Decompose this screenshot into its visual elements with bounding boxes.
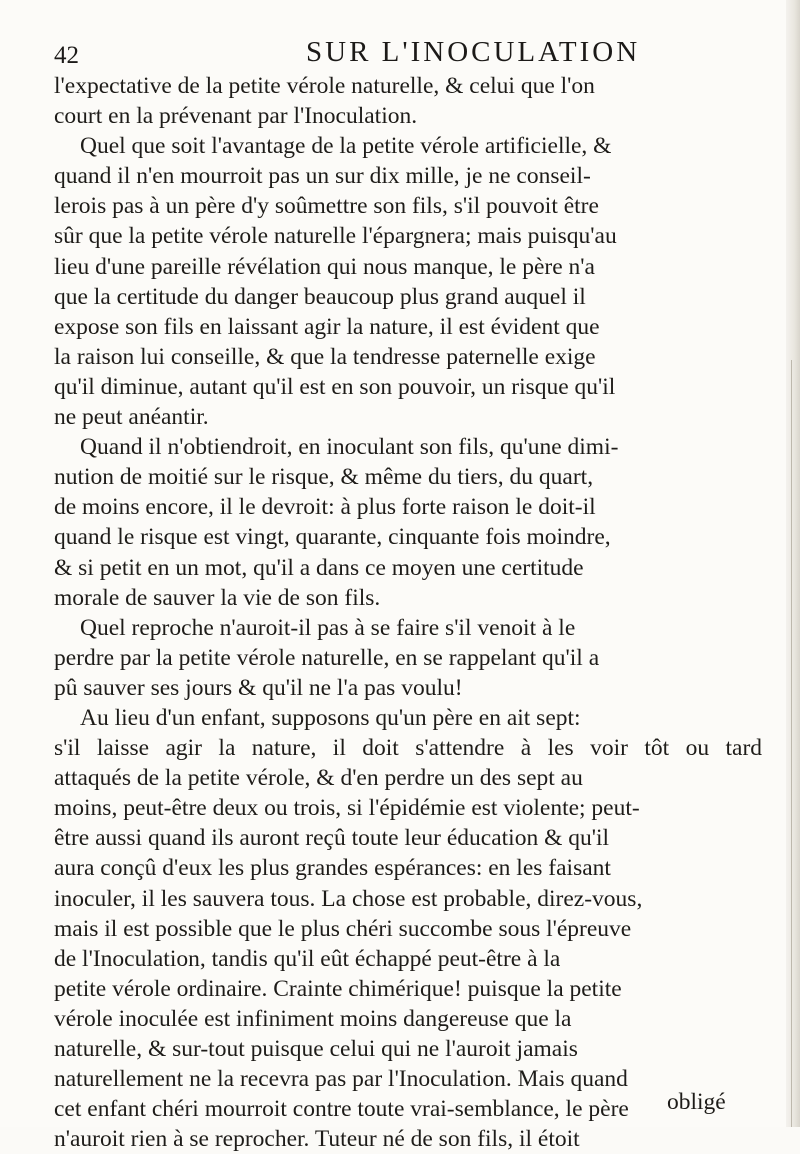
paragraph-start-line: Quand il n'obtiendroit, en inoculant son fils, qu'une dimi-	[80, 434, 619, 461]
text-line: la raison lui conseille, & que la tendresse paternelle exige	[54, 343, 596, 370]
text-line: de moins encore, il le devroit: à plus forte raison le doit-il	[54, 494, 596, 521]
text-line: être aussi quand ils auront reçû toute leur éducation & qu'il	[54, 825, 610, 852]
body-text	[54, 71, 762, 1154]
text-line: perdre par la petite vérole naturelle, en se rappelant qu'il a	[54, 644, 600, 671]
text-line: cet enfant chéri mourroit contre toute vrai-semblance, le père	[54, 1096, 629, 1123]
text-line: mais il est possible que le plus chéri succombe sous l'épreuve	[54, 915, 632, 942]
text-line: lerois pas à un père d'y soûmettre son fils, s'il pouvoit être	[54, 193, 599, 220]
page-number: 42	[54, 42, 79, 69]
text-line: de l'Inoculation, tandis qu'il eût échappé peut-être à la	[54, 945, 561, 972]
text-line: inoculer, il les sauvera tous. La chose est probable, direz-vous,	[54, 885, 643, 912]
text-line: n'auroit rien à se reprocher. Tuteur né de son fils, il étoit	[54, 1126, 580, 1153]
text-line: morale de sauver la vie de son fils.	[54, 584, 381, 611]
text-line: sûr que la petite vérole naturelle l'épargnera; mais puisqu'au	[54, 223, 617, 250]
text-line: naturellement ne la recevra pas par l'Inoculation. Mais quand	[54, 1066, 628, 1093]
paragraph-start-line: Au lieu d'un enfant, supposons qu'un père en ait sept:	[80, 704, 581, 731]
text-line: moins, peut-être deux ou trois, si l'épidémie est violente; peut-	[54, 795, 640, 822]
page-header	[54, 30, 754, 70]
text-line: petite vérole ordinaire. Crainte chimérique! puisque la petite	[54, 975, 622, 1002]
text-line: vérole inoculée est infiniment moins dangereuse que la	[54, 1005, 572, 1032]
page-binding-edge	[786, 0, 800, 1127]
text-line: s'il laisse agir la nature, il doit s'attendre à les voir tôt ou tard	[54, 735, 763, 762]
text-line: expose son fils en laissant agir la nature, il est évident que	[54, 313, 600, 340]
text-line: nution de moitié sur le risque, & même du tiers, du quart,	[54, 464, 594, 491]
text-line: quand le risque est vingt, quarante, cinquante fois moindre,	[54, 524, 611, 551]
text-line: & si petit en un mot, qu'il a dans ce moyen une certitude	[54, 554, 584, 581]
catchword: obligé	[667, 1089, 726, 1115]
text-line: l'expectative de la petite vérole naturelle, & celui que l'on	[54, 73, 595, 99]
text-line: pû sauver ses jours & qu'il ne l'a pas voulu!	[54, 674, 463, 701]
paragraph-start-line: Quel reproche n'auroit-il pas à se faire s'il venoit à le	[80, 614, 576, 641]
text-line: ne peut anéantir.	[54, 404, 209, 431]
text-line: lieu d'une pareille révélation qui nous manque, le père n'a	[54, 253, 595, 280]
text-line: qu'il diminue, autant qu'il est en son pouvoir, un risque qu'il	[54, 373, 616, 400]
text-line: quand il n'en mourroit pas un sur dix mille, je ne conseil-	[54, 163, 591, 190]
text-line: court en la prévenant par l'Inoculation.	[54, 103, 418, 130]
text-line: naturelle, & sur-tout puisque celui qui ne l'auroit jamais	[54, 1036, 578, 1062]
text-line: que la certitude du danger beaucoup plus grand auquel il	[54, 283, 586, 310]
text-line: aura conçû d'eux les plus grandes espérances: en les faisant	[54, 855, 611, 882]
paragraph-start-line: Quel que soit l'avantage de la petite vérole artificielle, &	[80, 133, 612, 160]
text-line: attaqués de la petite vérole, & d'en perdre un des sept au	[54, 765, 583, 792]
running-title: SUR L'INOCULATION	[306, 36, 641, 68]
